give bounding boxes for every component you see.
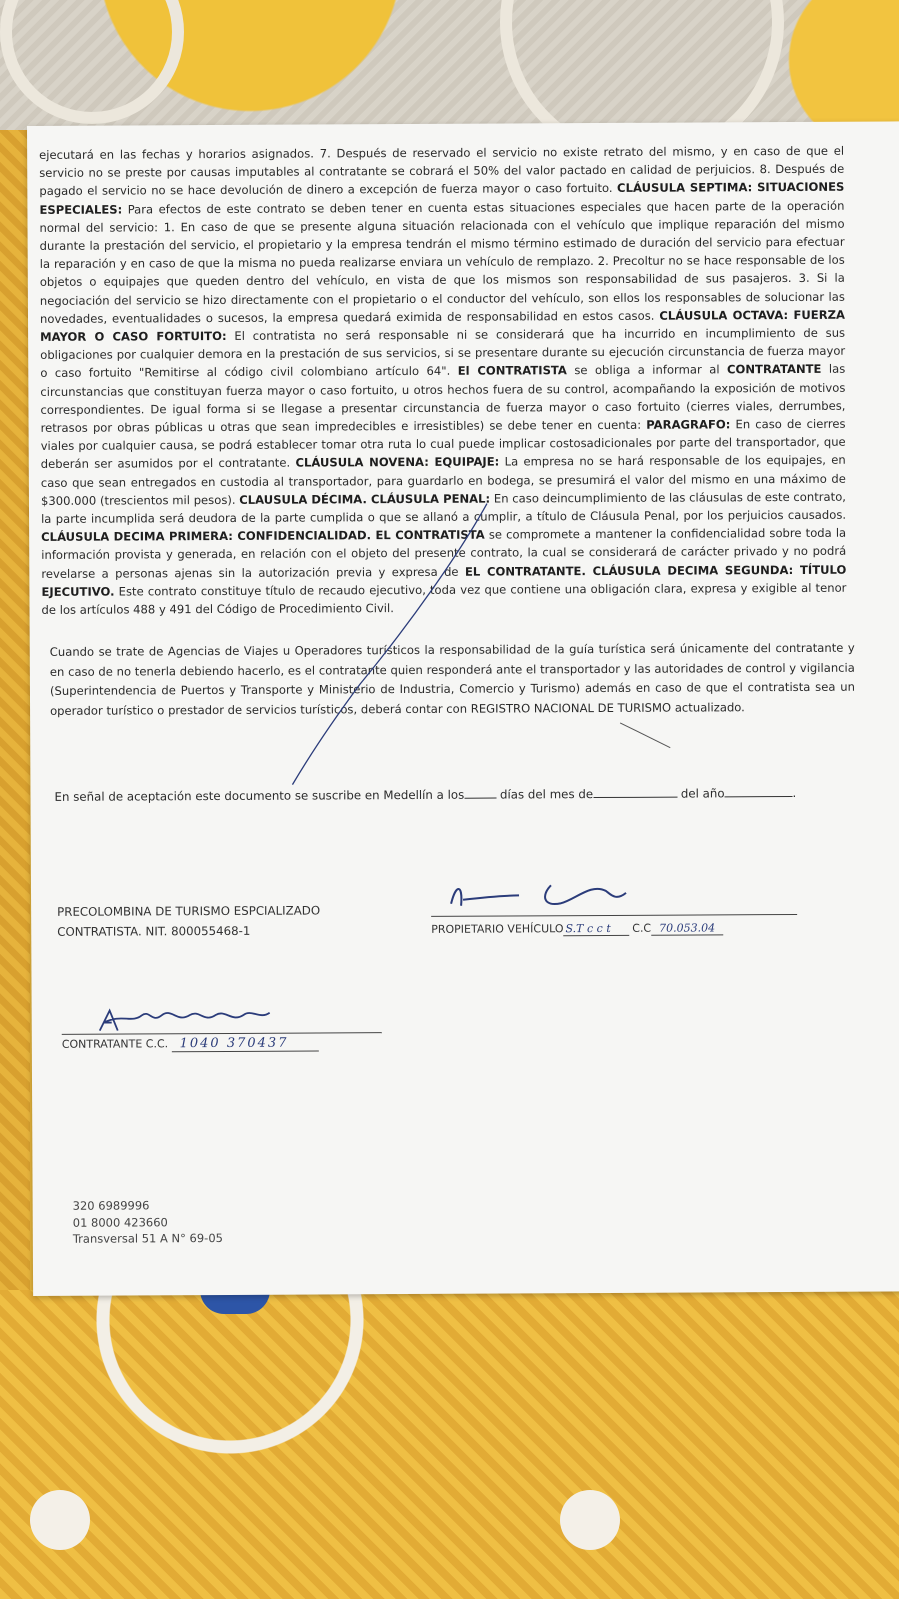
owner-signature-line (431, 914, 797, 936)
blank-month[interactable] (593, 785, 677, 798)
acceptance-text-3: del año (680, 786, 725, 801)
phone-1: 320 6989996 (72, 1198, 150, 1213)
clause-text: se obliga a informar al (566, 362, 728, 378)
clause-heading: PARAGRAFO: (646, 417, 731, 432)
clause-text: En caso de cierres viales por cualquier causa, se podrá establecer tomar otra ruta lo cual puede implicar costosadicionales por parte del transportador, que deberán ser asumidos por el contratante. (40, 416, 846, 472)
clause-text: Este contrato constituye título de recaudo ejecutivo, toda vez que contiene una obligación clara, expresa y exigible al tenor de los artículos 488 y 491 del Código de Procedimiento Civil. (41, 580, 847, 618)
client-handwritten-cc: 1040 370437 (172, 1035, 319, 1052)
contractor-nit: CONTRATISTA. NIT. 800055468-1 (57, 923, 251, 939)
acceptance-text-2: días del mes de (499, 787, 594, 802)
pen-mark (620, 723, 670, 748)
contractor-name: PRECOLOMBINA DE TURISMO ESPCIALIZADO (57, 903, 321, 919)
clause-text: Para efectos de este contrato se deben tener en cuenta estas situaciones especiales que hacen parte de la operación normal del servicio: 1. En caso de que se presente alguna situación relacionada con el vehículo que implique reparación del mismo durante la prestación del servicio, el propietario y la empresa tendrán el mismo término estimado de duración del servicio para efectuar la reparación y en caso de que la misma no pueda realizarse enviara un vehículo de remplazo. 2. Precoltur no se hace responsable de los objetos o equipajes que queden dentro del vehículo, en vista de que los mismos son responsabilidad de sus pasajeros. 3. Si la negociación del servicio se hizo directamente con el propietario o el conductor del vehículo, son ellos los responsables de solucionar las novedades, eventualidades o sucesos, la empresa quedará eximida de responsabilidad en estos casos. (39, 198, 845, 326)
bedspread-top (0, 0, 899, 140)
owner-signature-scribble (451, 885, 626, 906)
acceptance-text-1: En señal de aceptación este documento se suscribe en Medellín a los (54, 787, 465, 804)
bedspread-dot (30, 1490, 90, 1550)
blank-day[interactable] (464, 786, 496, 799)
clauses-paragraph (39, 142, 846, 619)
client-signature-scribble (100, 1010, 270, 1031)
clause-heading: CLÁUSULA NOVENA: EQUIPAJE: (295, 454, 500, 471)
contractor-signature-block (57, 900, 320, 941)
blank-year[interactable] (724, 784, 792, 797)
clause-text: se compromete a mantener la confidencialidad sobre toda la información provista y generada, en relación con el objeto del presente contrato, la cual se considerará de carácter privado y no podrá revelarse a personas ajenas sin la autorización previa y expresa de (41, 525, 847, 581)
owner-label: PROPIETARIO VEHÍCULO (431, 922, 564, 936)
owner-handwritten-cc: 70.053.04 (651, 921, 723, 935)
acceptance-line (54, 784, 854, 804)
clause-heading: CONTRATANTE (726, 362, 822, 377)
contract-page (27, 121, 899, 1296)
clause-heading: CLÁUSULA SEPTIMA: SITUACIONES ESPECIALES: (39, 180, 845, 217)
clause-text: La empresa no se hará responsable de los equipajes, en caso que sean entregados en custodia al transportador, para guardarlo en bodega, se presumirá el valor del mismo en una máximo de $300.000 (trescientos mil pesos). (40, 453, 846, 508)
address: Transversal 51 A N° 69-05 (72, 1230, 223, 1246)
bedspread-left (0, 130, 30, 1330)
owner-handwritten-name: S.T c c t (563, 922, 628, 936)
clause-text: las circunstancias que constituyan fuerza mayor o caso fortuito, u otros hechos fuera de su control, acompañando la exposición de motivos correspondientes. De igual forma si se llegase a presentar circunstancia de fuerza mayor o caso fortuito (cierres viales, derrumbes, retrasos por obras públicas u otras que sean impredecibles e irresistibles) se debe tener en cuenta: (40, 362, 846, 435)
bedspread-bottom (0, 1290, 899, 1599)
phone-2: 01 8000 423660 (72, 1214, 168, 1230)
tour-operator-paragraph: Cuando se trate de Agencias de Viajes u Operadores turísticos la responsabilidad de la guía turística será únicamente del contratante y en caso de no tenerla debiendo hacerlo, es el contratante quien responderá ante el transportador y las autoridades de control y vigilancia (Superintendencia de Puertos y Transporte y Ministerio de Industria, Comercio y Turismo) además en caso de que el contratista sea un operador turístico o prestador de servicios turísticos, deberá contar con REGISTRO NACIONAL DE TURISMO actualizado. (49, 640, 855, 718)
client-label: CONTRATANTE C.C. (61, 1037, 169, 1051)
owner-signature-block (431, 914, 797, 936)
clause-heading: CLAUSULA DÉCIMA. CLÁUSULA PENAL: (239, 491, 491, 507)
client-signature-block (62, 1032, 382, 1052)
clause-heading: CLÁUSULA OCTAVA: FUERZA MAYOR O CASO FORTUITO: (40, 307, 846, 344)
owner-cc-label: C.C (632, 921, 652, 935)
bedspread-ring (0, 0, 184, 124)
clause-text: ejecutará en las fechas y horarios asignados. 7. Después de reservado el servicio no existe retrato del mismo, y en caso de que el servicio no se preste por causas imputables al contratante se cobrará el 50% del valor pactado en calidad de perjuicios. 8. Después de pagado el servicio no se hace devolución de dinero a excepción de fuerza mayor o caso fortuito. (39, 143, 845, 199)
company-contact-footer (73, 1197, 223, 1247)
acceptance-end: . (792, 785, 797, 801)
clause-text: El contratista no será responsable ni se considerará que ha incurrido en incumplimiento de sus obligaciones por cualquier demora en la prestación de sus servicios, si se presentare durante su ejecución circunstancia de fuerza mayor o caso fortuito "Remitirse al código civil colombiano artículo 64". (40, 325, 846, 381)
clause-heading: EL CONTRATANTE. CLÁUSULA DECIMA SEGUNDA: TÍTULO EJECUTIVO. (41, 562, 847, 599)
bedspread-dot (560, 1490, 620, 1550)
clause-text: En caso deincumplimiento de las cláusulas de este contrato, la parte incumplida será deudora de la parte cumplida o que se allanó a cumplir, a título de Cláusula Penal, por los perjuicios causados. (41, 489, 847, 526)
clause-heading: CLÁUSULA DECIMA PRIMERA: CONFIDENCIALIDAD. EL CONTRATISTA (41, 527, 485, 545)
contract-clauses (39, 142, 847, 629)
client-signature-line (62, 1032, 382, 1052)
clause-heading: El CONTRATISTA (457, 363, 567, 379)
